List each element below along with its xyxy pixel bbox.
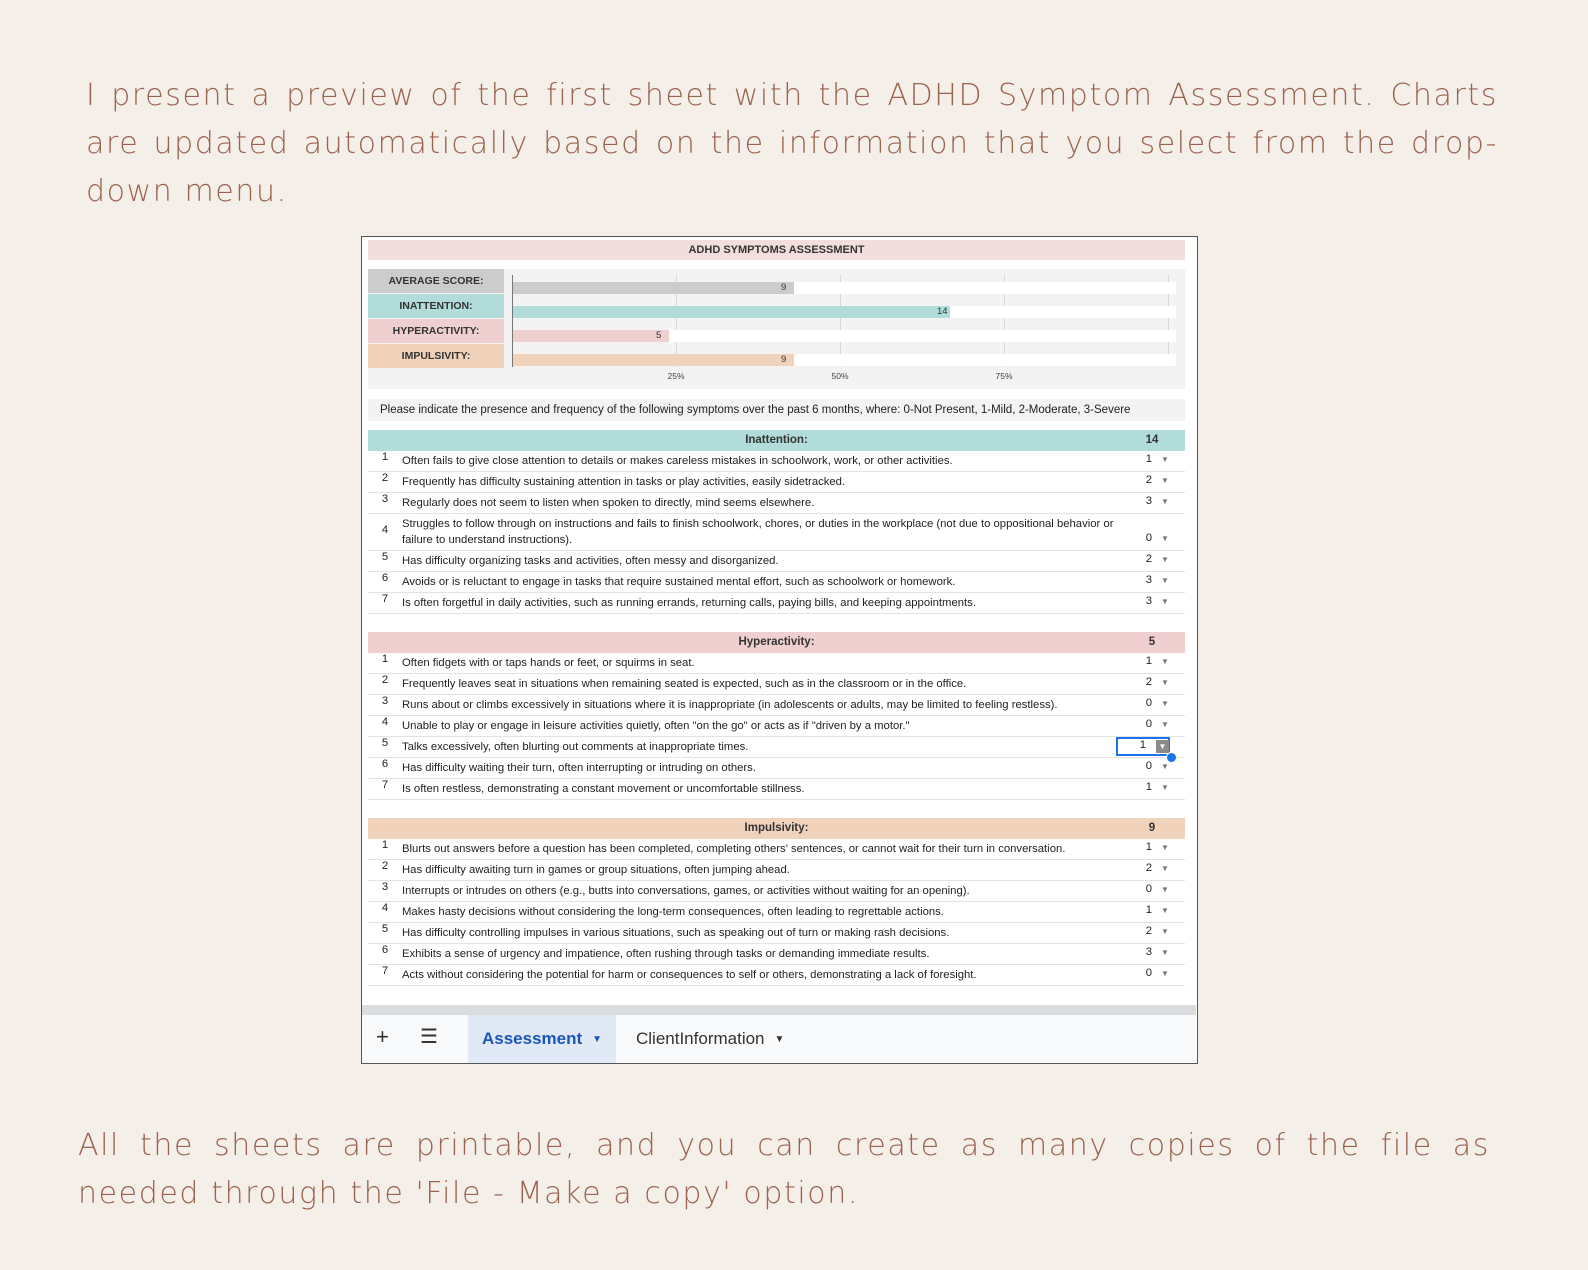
table-row	[368, 653, 1185, 674]
table-row	[368, 551, 1185, 572]
tab-clientinformation[interactable]	[622, 1015, 798, 1063]
row-number: 2	[381, 860, 389, 872]
table-row-selected	[368, 737, 1185, 758]
score-dropdown[interactable]: 1	[1145, 841, 1152, 853]
chevron-down-icon[interactable]: ▼	[1161, 678, 1169, 687]
row-number: 5	[381, 737, 389, 749]
row-number: 4	[381, 716, 389, 728]
sheet-title: ADHD SYMPTOMS ASSESSMENT	[368, 240, 1185, 260]
symptom-text: Interrupts or intrudes on others (e.g., butts into conversations, games, or activities without waiting for an opening).	[402, 885, 970, 897]
chevron-down-icon[interactable]: ▼	[1161, 783, 1169, 792]
tab-assessment[interactable]	[468, 1015, 616, 1063]
bar-average-score	[513, 282, 794, 294]
row-number: 3	[381, 695, 389, 707]
table-row	[368, 451, 1185, 472]
symptom-text: Has difficulty organizing tasks and activities, often messy and disorganized.	[402, 555, 779, 567]
score-dropdown[interactable]: 3	[1145, 574, 1152, 586]
table-row	[368, 902, 1185, 923]
chevron-down-icon[interactable]: ▼	[592, 1033, 603, 1045]
symptom-text: Talks excessively, often blurting out comments at inappropriate times.	[402, 741, 749, 753]
row-number: 6	[381, 758, 389, 770]
chevron-down-icon[interactable]: ▼	[1161, 885, 1169, 894]
section-header	[368, 632, 1185, 653]
dropdown-arrow-button[interactable]: ▼	[1156, 740, 1169, 753]
bar-value-label: 5	[656, 330, 662, 341]
score-bar-chart	[368, 269, 1185, 389]
chevron-down-icon[interactable]: ▼	[1161, 948, 1169, 957]
symptom-text: Exhibits a sense of urgency and impatience, often rushing through tasks or demanding immediate results.	[402, 948, 930, 960]
chart-label-inattention: INATTENTION:	[368, 294, 504, 318]
table-row	[368, 965, 1185, 986]
chevron-down-icon[interactable]: ▼	[1161, 555, 1169, 564]
section-total: 5	[1148, 636, 1156, 648]
sheet-tab-bar	[362, 1005, 1196, 1063]
section-title: Impulsivity:	[744, 822, 809, 834]
table-row	[368, 514, 1185, 551]
table-row	[368, 839, 1185, 860]
instructions: Please indicate the presence and frequency of the following symptoms over the past 6 months, where: 0-Not Present, 1-Mild, 2-Moderate, 3-Severe	[368, 399, 1185, 421]
row-number: 1	[381, 653, 389, 665]
score-dropdown[interactable]: 0	[1145, 967, 1152, 979]
section-inattention	[368, 430, 1185, 614]
section-header	[368, 818, 1185, 839]
symptom-text: Avoids or is reluctant to engage in tasks that require sustained mental effort, such as schoolwork or homework.	[402, 576, 956, 588]
row-number: 6	[381, 572, 389, 584]
table-row	[368, 923, 1185, 944]
score-dropdown[interactable]: 2	[1145, 925, 1152, 937]
table-row	[368, 695, 1185, 716]
table-row	[368, 860, 1185, 881]
row-number: 3	[381, 881, 389, 893]
score-dropdown[interactable]: 2	[1145, 474, 1152, 486]
symptom-text: Unable to play or engage in leisure activities quietly, often "on the go" or acts as if "driven by a motor."	[402, 720, 910, 732]
score-dropdown[interactable]: 1	[1145, 904, 1152, 916]
chevron-down-icon[interactable]: ▼	[1161, 699, 1169, 708]
intro-paragraph: I present a preview of the first sheet with the ADHD Symptom Assessment. Charts are updated automatically based on the information that you select from the drop-down menu.	[86, 78, 1498, 209]
table-row	[368, 758, 1185, 779]
chevron-down-icon[interactable]: ▼	[1161, 497, 1169, 506]
chevron-down-icon[interactable]: ▼	[1161, 720, 1169, 729]
symptom-text: Makes hasty decisions without considering the long-term consequences, often leading to regrettable actions.	[402, 906, 944, 918]
bar-inattention	[513, 306, 950, 318]
row-number: 1	[381, 451, 389, 463]
x-tick-label: 50%	[831, 371, 849, 381]
score-dropdown[interactable]: 0	[1145, 883, 1152, 895]
row-number: 1	[381, 839, 389, 851]
symptom-text: Runs about or climbs excessively in situations where it is inappropriate (in adolescents or adults, may be limited to feeling restless).	[402, 699, 1058, 711]
symptom-text: Has difficulty waiting their turn, often interrupting or intruding on others.	[402, 762, 756, 774]
table-row	[368, 944, 1185, 965]
bar-value-label: 9	[781, 282, 787, 293]
section-header	[368, 430, 1185, 451]
chart-plot-area	[512, 275, 1176, 367]
table-row	[368, 716, 1185, 737]
row-number: 2	[381, 674, 389, 686]
row-number: 4	[381, 524, 389, 536]
score-dropdown[interactable]: 2	[1145, 676, 1152, 688]
chevron-down-icon[interactable]: ▼	[1161, 864, 1169, 873]
chevron-down-icon[interactable]: ▼	[1161, 927, 1169, 936]
score-dropdown[interactable]: 2	[1145, 553, 1152, 565]
score-dropdown[interactable]: 1	[1145, 453, 1152, 465]
score-dropdown[interactable]: 2	[1145, 862, 1152, 874]
symptom-text: Often fails to give close attention to details or makes careless mistakes in schoolwork, work, or other activities.	[402, 455, 953, 467]
table-row	[368, 593, 1185, 614]
hamburger-menu-icon[interactable]: ☰	[420, 1026, 438, 1048]
row-number: 5	[381, 551, 389, 563]
score-dropdown[interactable]: 0	[1145, 697, 1152, 709]
table-row	[368, 493, 1185, 514]
bar-impulsivity	[513, 354, 794, 366]
chevron-down-icon[interactable]: ▼	[1161, 657, 1169, 666]
x-tick-label: 75%	[995, 371, 1013, 381]
chart-label-average: AVERAGE SCORE:	[368, 269, 504, 293]
row-number: 7	[381, 965, 389, 977]
score-dropdown[interactable]: 1	[1139, 739, 1146, 751]
section-total: 9	[1148, 822, 1156, 834]
score-dropdown[interactable]: 3	[1145, 595, 1152, 607]
score-dropdown[interactable]: 0	[1145, 760, 1152, 772]
symptom-text: Frequently leaves seat in situations when remaining seated is expected, such as in the classroom or in the office.	[402, 678, 967, 690]
table-row	[368, 881, 1185, 902]
x-tick-label: 25%	[667, 371, 685, 381]
chevron-down-icon[interactable]: ▼	[1161, 762, 1169, 771]
row-number: 2	[381, 472, 389, 484]
row-number: 7	[381, 593, 389, 605]
table-row	[368, 674, 1185, 695]
symptom-text: Is often forgetful in daily activities, such as running errands, returning calls, paying bills, and keeping appointments.	[402, 597, 976, 609]
tab-label: ClientInformation	[636, 1029, 765, 1048]
symptom-text: Acts without considering the potential for harm or consequences to self or others, demonstrating a lack of foresight.	[402, 969, 977, 981]
section-title: Inattention:	[745, 434, 808, 446]
chevron-down-icon[interactable]: ▼	[1161, 455, 1169, 464]
bar-value-label: 9	[781, 354, 787, 365]
symptom-text: Is often restless, demonstrating a constant movement or uncomfortable stillness.	[402, 783, 805, 795]
symptom-text: Has difficulty controlling impulses in various situations, such as speaking out of turn or making rash decisions.	[402, 927, 950, 939]
symptom-text: Regularly does not seem to listen when spoken to directly, mind seems elsewhere.	[402, 497, 815, 509]
chevron-down-icon[interactable]: ▼	[774, 1033, 785, 1045]
plus-icon[interactable]: +	[376, 1024, 389, 1049]
table-row	[368, 472, 1185, 493]
chevron-down-icon[interactable]: ▼	[1161, 969, 1169, 978]
table-row	[368, 779, 1185, 800]
bar-value-label: 14	[937, 306, 948, 317]
section-total: 14	[1145, 434, 1159, 446]
chevron-down-icon[interactable]: ▼	[1161, 534, 1169, 543]
score-dropdown[interactable]: 1	[1145, 655, 1152, 667]
chart-label-hyperactivity: HYPERACTIVITY:	[368, 319, 504, 343]
tab-label: Assessment	[482, 1029, 583, 1048]
row-number: 5	[381, 923, 389, 935]
section-hyperactivity	[368, 632, 1185, 800]
chevron-down-icon[interactable]: ▼	[1161, 576, 1169, 585]
chevron-down-icon[interactable]: ▼	[1161, 476, 1169, 485]
chevron-down-icon[interactable]: ▼	[1161, 597, 1169, 606]
symptom-text: Has difficulty awaiting turn in games or group situations, often jumping ahead.	[402, 864, 790, 876]
score-dropdown[interactable]: 0	[1145, 532, 1152, 544]
section-title: Hyperactivity:	[738, 636, 815, 648]
score-dropdown[interactable]: 0	[1145, 718, 1152, 730]
bar-hyperactivity	[513, 330, 669, 342]
row-number: 7	[381, 779, 389, 791]
symptom-text: Struggles to follow through on instructions and fails to finish schoolwork, chores, or duties in the workplace (not due to oppositional behavior or failure to understand instructions).	[402, 518, 1114, 546]
row-number: 4	[381, 902, 389, 914]
score-dropdown[interactable]: 3	[1145, 495, 1152, 507]
chart-label-impulsivity: IMPULSIVITY:	[368, 344, 504, 368]
section-impulsivity	[368, 818, 1185, 986]
chevron-down-icon[interactable]: ▼	[1161, 906, 1169, 915]
outro-paragraph: All the sheets are printable, and you can create as many copies of the file as needed through the 'File - Make a copy' option.	[78, 1128, 1490, 1211]
row-number: 3	[381, 493, 389, 505]
score-dropdown[interactable]: 3	[1145, 946, 1152, 958]
row-number: 6	[381, 944, 389, 956]
table-row	[368, 572, 1185, 593]
spreadsheet-preview	[361, 236, 1198, 1064]
symptom-text: Blurts out answers before a question has been completed, completing others' sentences, or cannot wait for their turn in conversation.	[402, 843, 1066, 855]
symptom-text: Frequently has difficulty sustaining attention in tasks or play activities, easily sidetracked.	[402, 476, 846, 488]
score-dropdown[interactable]: 1	[1145, 781, 1152, 793]
chevron-down-icon[interactable]: ▼	[1161, 843, 1169, 852]
symptom-text: Often fidgets with or taps hands or feet, or squirms in seat.	[402, 657, 695, 669]
